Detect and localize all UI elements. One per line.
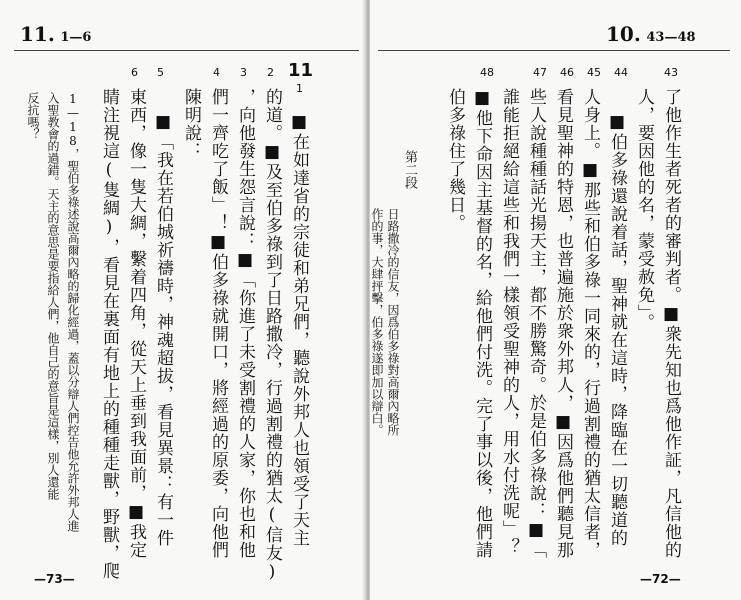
verse-number-47: 47	[533, 66, 547, 79]
verse-number-44: 44	[614, 66, 628, 79]
verse-number-1: 1	[296, 82, 303, 95]
left-page	[0, 0, 366, 600]
verse-number-46: 46	[560, 66, 574, 79]
left-running-header	[20, 22, 91, 46]
verse-number-6: 6	[131, 66, 138, 79]
text-column: 誰能拒絕給這些和我們一樣領受聖神的人，用水付洗呢」？	[499, 88, 519, 556]
text-column: 陳明說：	[181, 88, 201, 160]
text-column: 了他作生者死者的審判者。■衆先知也爲他作証，凡信他的	[661, 88, 681, 559]
footnote-column: 作的事，大肆抨擊，伯多祿遂即加以辯白。	[370, 208, 384, 436]
right-header-chapter: 10.	[606, 22, 641, 46]
chapter-number: 11	[288, 60, 314, 81]
text-column: 伯多祿住了幾日。	[445, 88, 465, 232]
text-column: 些人說種種話光揚天主，都不勝驚奇。於是伯多祿說：■「	[526, 88, 546, 559]
verse-number-2: 2	[267, 66, 274, 79]
text-column: 東西，像一隻大綢，繫着四角，從天上垂到我面前，■我定	[126, 88, 146, 559]
text-column: ■伯多祿還說着話，聖神就在這時，降臨在一切聽道的	[607, 112, 627, 547]
right-header-verses: 43—48	[646, 30, 696, 45]
section-title: 第二段	[402, 150, 417, 189]
verse-number-3: 3	[240, 66, 247, 79]
verse-number-43: 43	[664, 66, 678, 79]
verse-number-48: 48	[480, 66, 494, 79]
text-column: ■他下命因主基督的名，給他們付洗。完了事以後，他們請	[472, 88, 492, 559]
text-column: ■在如達省的宗徒和弟兄們，聽說外邦人也領受了天主	[289, 112, 309, 547]
text-column: ，向他發生怨言說：■「你進了未受割禮的人家，你也和他	[235, 88, 255, 559]
left-header-verses: 1—6	[60, 30, 92, 45]
verse-number-5: 5	[157, 66, 164, 79]
text-column: 睛注視這(隻綢)，看見在裏面有地上的種種走獸，野獸，爬	[99, 88, 119, 580]
right-header-rule	[378, 50, 730, 51]
verse-number-45: 45	[587, 66, 601, 79]
left-header-rule	[14, 50, 359, 51]
footnote-column: 1—18，聖伯多祿述說高爾內略的歸化經過，蓋以分辯人們控告他允許外邦人進	[66, 92, 80, 532]
footnote-column: 入聖教會的過錯。天主的意思是要指給人們，他自己的意旨是這樣，別人還能	[46, 92, 60, 500]
text-column: 人，要因他的名，蒙受赦免」。	[634, 88, 654, 332]
right-page-number: —72—	[640, 572, 681, 586]
footnote-column: 日路撒冷的信友，因爲伯多祿對高爾內略所	[386, 208, 400, 436]
footnote-column: 反抗嗎？	[26, 92, 40, 140]
left-page-number: —73—	[34, 572, 75, 586]
text-column: ■「我在若伯城祈禱時，神魂超拔，看見異景：有一件	[153, 112, 173, 547]
text-column: 們一齊吃了飯」！■伯多祿就開口，將經過的原委，向他們	[208, 88, 228, 559]
text-column: 人身上。■那些和伯多祿一同來的，行過割禮的猶太信者，	[580, 88, 600, 559]
verse-number-4: 4	[213, 66, 220, 79]
right-page	[370, 0, 741, 600]
left-header-chapter: 11.	[20, 22, 55, 46]
text-column: 看見聖神的特恩，也普遍施於衆外邦人，■因爲他們聽見那	[553, 88, 573, 559]
text-column: 的道。■及至伯多祿到了日路撒冷，行過割禮的猶太(信友)	[262, 88, 282, 583]
right-running-header	[606, 22, 696, 46]
